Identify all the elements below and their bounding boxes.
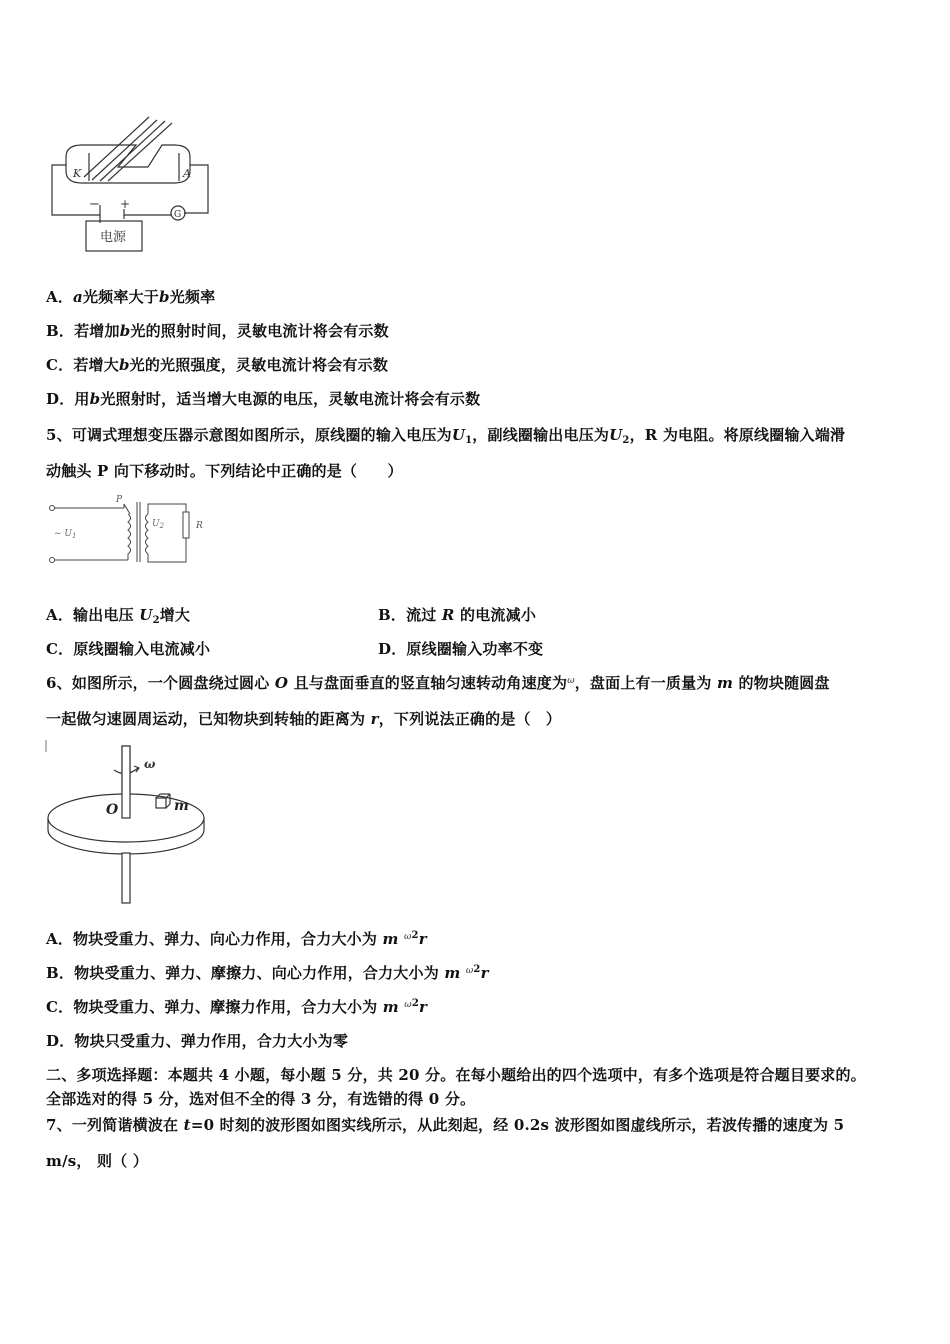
q6-option-a: A．物块受重力、弹力、向心力作用，合力大小为 m $^{\omega 2}$r	[46, 930, 427, 948]
transformer-figure	[44, 490, 224, 570]
q5-option-a: A．输出电压 $U_2$增大	[46, 606, 191, 626]
q6-option-d: D．物块只受重力、弹力作用，合力大小为零	[46, 1032, 349, 1050]
rotating-disc-figure	[44, 738, 224, 908]
power-supply-label: 电源	[100, 230, 127, 245]
center-o-label: O	[106, 802, 119, 818]
section2-header-line1: 二、多项选择题：本题共 4 小题，每小题 5 分，共 20 分。在每小题给出的四个选项中，有多个选项是符合题目要求的。	[46, 1066, 866, 1084]
q6-option-c: C．物块受重力、弹力、摩擦力作用，合力大小为 m $^{\omega 2}$r	[46, 998, 428, 1016]
q4-option-b: B．若增加b光的照射时间，灵敏电流计将会有示数	[46, 322, 389, 340]
q4-option-c: C．若增大b光的光照强度，灵敏电流计将会有示数	[46, 356, 389, 374]
output-voltage-label: $U_2$	[152, 519, 165, 530]
electrode-a-label: A	[183, 167, 191, 180]
q4-option-d: D．用b光照射时，适当增大电源的电压，灵敏电流计将会有示数	[46, 390, 481, 408]
q6-stem-line1: 6、如图所示，一个圆盘绕过圆心 O 且与盘面垂直的竖直轴匀速转动角速度为$^\omega$，盘面上有一质量为 m 的物块随圆盘	[46, 674, 830, 692]
q5-stem-line2: 动触头 P 向下移动时。下列结论中正确的是（ ）	[46, 462, 403, 480]
q5-option-c: C．原线圈输入电流减小	[46, 640, 211, 658]
q6-stem-line2: 一起做匀速圆周运动，已知物块到转轴的距离为 r，下列说法正确的是（ ）	[46, 710, 562, 728]
q7-stem-line2: m/s， 则（ ）	[46, 1152, 149, 1170]
omega-label: ω	[144, 757, 156, 771]
q7-stem-line1: 7、一列简谐横波在 t=0 时刻的波形图如图实线所示，从此刻起，经 0.2s 波形图如图虚线所示，若波传播的速度为 5	[46, 1116, 845, 1134]
q5-stem-line1: 5、可调式理想变压器示意图如图所示，原线圈的输入电压为$U_1$，副线圈输出电压为$U_2$，R 为电阻。将原线圈输入端滑	[46, 426, 846, 446]
resistor-r-label: R	[196, 521, 203, 531]
q5-option-d: D．原线圈输入功率不变	[378, 640, 544, 658]
slider-p-label: P	[116, 495, 123, 505]
input-voltage-label: ~ $U_1$	[54, 529, 77, 540]
minus-sign: −	[89, 197, 100, 212]
mass-m-label: m	[174, 798, 189, 814]
electrode-k-label: K	[73, 167, 82, 180]
photoelectric-circuit-figure	[44, 105, 224, 255]
q5-option-b: B．流过 R 的电流减小	[378, 606, 537, 624]
plus-sign: +	[120, 197, 131, 211]
galvanometer-label: G	[174, 210, 182, 220]
q6-option-b: B．物块受重力、弹力、摩擦力、向心力作用，合力大小为 m $^{\omega 2}$r	[46, 964, 489, 982]
q4-option-a: A．a光频率大于b光频率	[46, 288, 216, 306]
section2-header-line2: 全部选对的得 5 分，选对但不全的得 3 分，有选错的得 0 分。	[46, 1090, 476, 1108]
